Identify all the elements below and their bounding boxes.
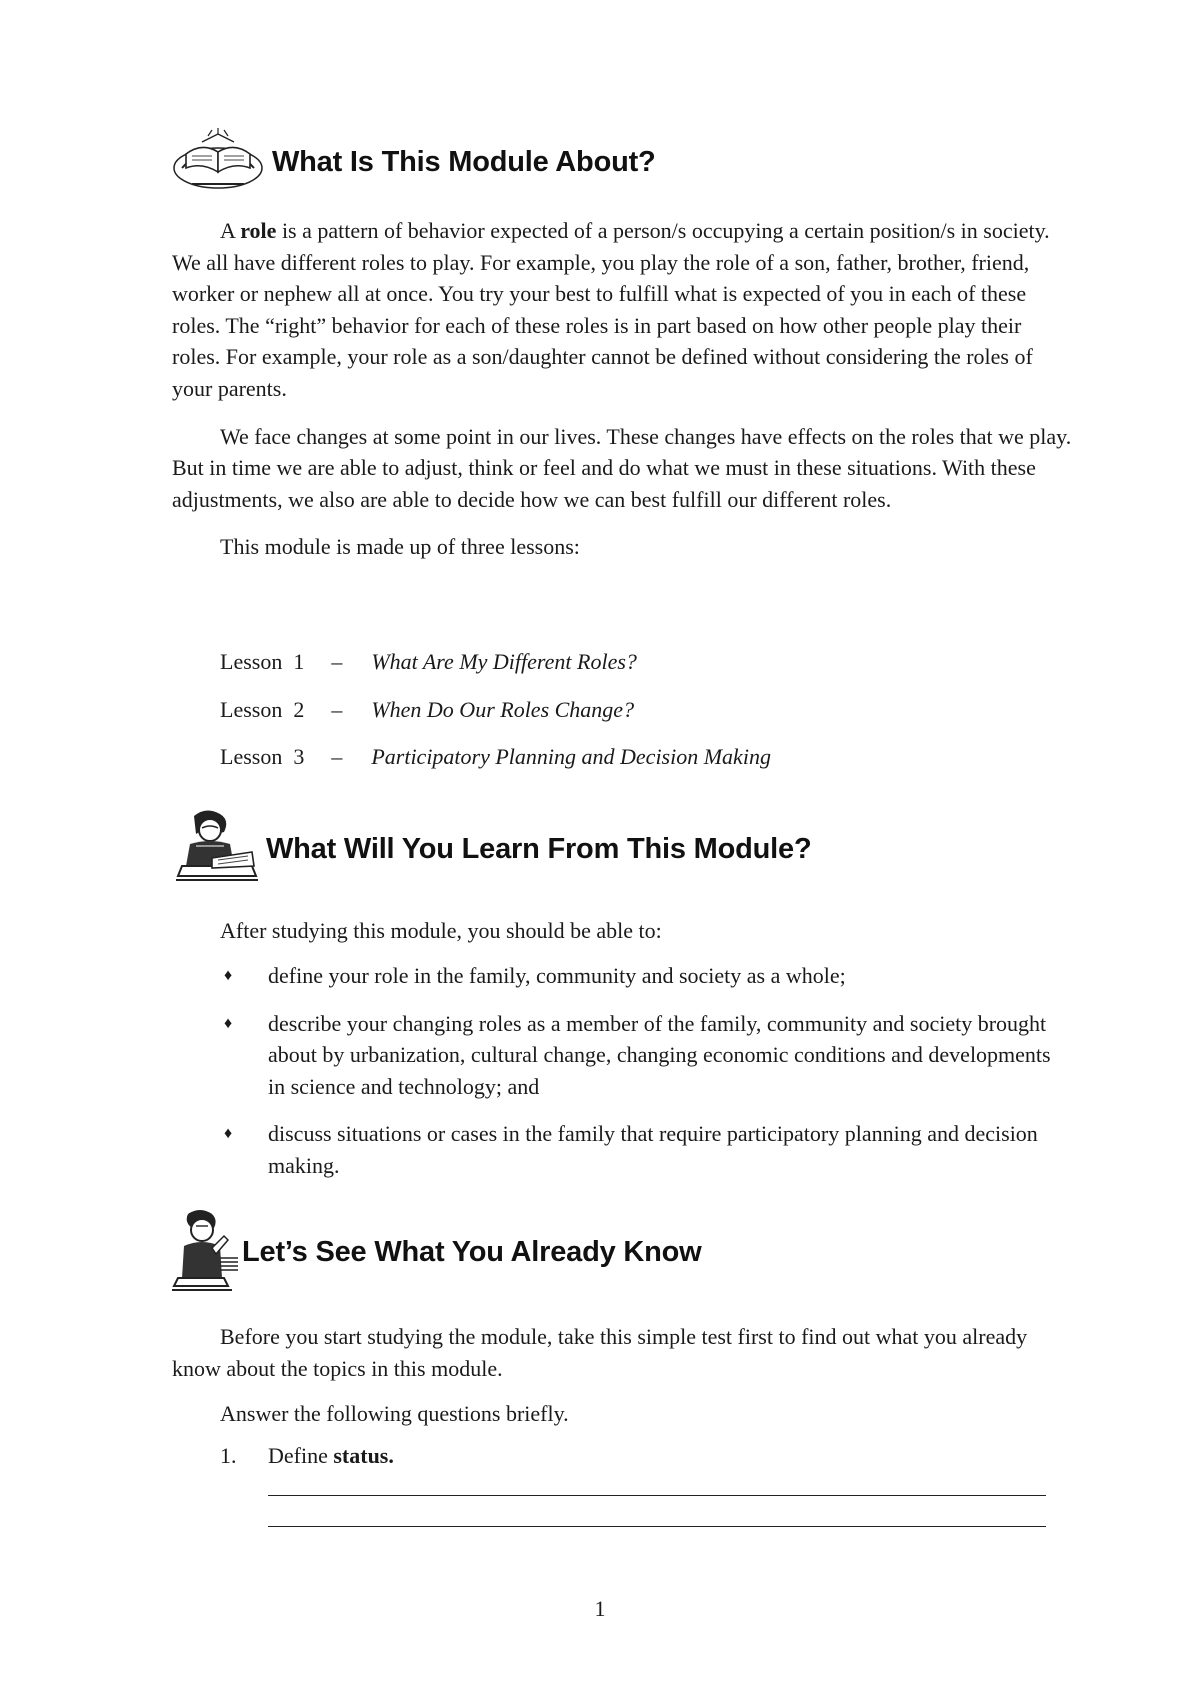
question-item: 1. Define status.	[220, 1443, 394, 1468]
section-about-body	[172, 215, 1072, 579]
thinking-person-icon	[172, 1208, 240, 1297]
diamond-bullet-icon: ♦	[224, 1125, 233, 1143]
paragraph-role-definition: A role is a pattern of behavior expected of a person/s occupying a certain position/s in society. We all have different roles to play. For example, you play the role of a son, father, brother, friend, worker or nephew all at once. You try your best to fulfill what is expected of you in each of these roles. The “right” behavior for each of these roles is in part based on how other people play their roles. For example, your role as a son/daughter cannot be defined without considering the roles of your parents.	[172, 218, 1050, 401]
pretest-instruction: Answer the following questions briefly.	[220, 1401, 569, 1426]
lesson-item: Lesson 2 – When Do Our Roles Change?	[220, 697, 635, 722]
section-about-title: What Is This Module About?	[272, 146, 656, 178]
section-learn-heading	[172, 808, 811, 891]
student-reading-icon	[172, 808, 262, 891]
term-role: role	[240, 218, 277, 243]
section-pretest-title: Let’s See What You Already Know	[242, 1236, 702, 1268]
lesson-item: Lesson 1 – What Are My Different Roles?	[220, 649, 637, 674]
section-pretest-heading	[172, 1208, 702, 1297]
answer-line[interactable]	[268, 1495, 1046, 1496]
section-learn-title: What Will You Learn From This Module?	[266, 833, 812, 865]
pretest-intro: Before you start studying the module, take this simple test first to find out what you already know about the topics in this module.	[172, 1324, 1028, 1381]
section-pretest-body	[172, 1321, 1072, 1400]
answer-line[interactable]	[268, 1526, 1046, 1527]
page-number: 1	[594, 1596, 606, 1621]
diamond-bullet-icon: ♦	[224, 1014, 233, 1032]
diamond-bullet-icon: ♦	[224, 967, 233, 984]
paragraph-changes: We face changes at some point in our lives. These changes have effects on the roles that we play. But in time we are able to adjust, think or feel and do what we must in these situations. With these adjustments, we also are able to decide how we can best fulfill our different roles.	[172, 423, 1072, 512]
open-book-icon	[172, 128, 264, 197]
list-item: ♦ describe your changing roles as a member of the family, community and society brought about by urbanization, cultural change, changing economic conditions and developments in science and technology; and	[220, 1008, 1072, 1103]
objectives-intro: After studying this module, you should be able to:	[220, 918, 662, 943]
objectives-list	[220, 960, 1072, 1198]
term-status: status.	[333, 1443, 394, 1468]
section-about-heading	[172, 128, 656, 197]
lessons-intro: This module is made up of three lessons:	[220, 534, 580, 560]
lesson-item: Lesson 3 – Participatory Planning and Decision Making	[220, 744, 771, 769]
list-item: ♦ discuss situations or cases in the family that require participatory planning and decision making.	[220, 1118, 1072, 1181]
list-item: ♦ define your role in the family, community and society as a whole;	[220, 960, 1072, 992]
